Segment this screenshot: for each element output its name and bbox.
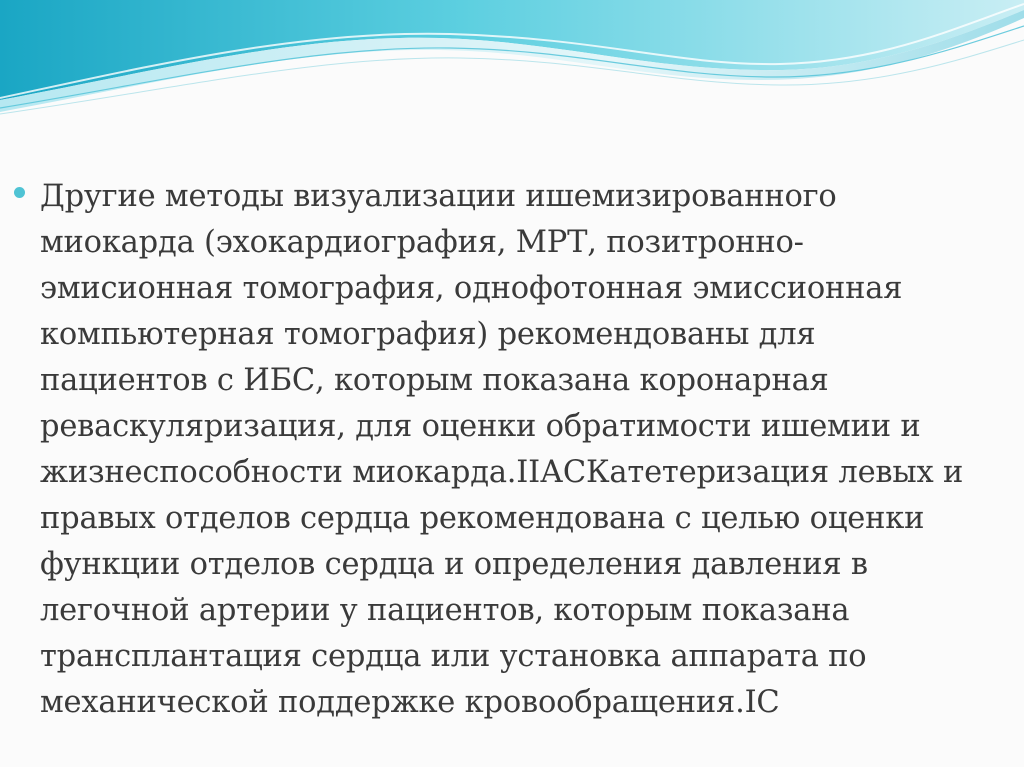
- text-line: функции отделов сердца и определения давления в: [40, 547, 868, 582]
- bullet-dot-icon: [14, 187, 25, 198]
- text-line: жизнеспособности миокарда.IIАСКатетеризация левых и: [40, 455, 964, 490]
- text-line: правых отделов сердца рекомендована с целью оценки: [40, 501, 925, 536]
- text-line: легочной артерии у пациентов, которым показана: [40, 593, 850, 628]
- text-line: пациентов с ИБС, которым показана коронарная: [40, 363, 829, 398]
- text-line: Другие методы визуализации ишемизированного: [40, 179, 837, 214]
- body-paragraph: [40, 174, 1000, 726]
- text-line: трансплантация сердца или установка аппарата по: [40, 639, 867, 674]
- bullet-item: [14, 174, 1004, 726]
- text-line: эмисионная томография, однофотонная эмиссионная: [40, 271, 903, 306]
- header-wave-decoration: [0, 0, 1024, 130]
- text-line: компьютерная томография) рекомендованы для: [40, 317, 816, 352]
- text-line: миокарда (эхокардиография, МРТ, позитронно-: [40, 225, 804, 260]
- text-line: реваскуляризация, для оценки обратимости ишемии и: [40, 409, 921, 444]
- text-line: механической поддержке кровообращения.IC: [40, 685, 780, 720]
